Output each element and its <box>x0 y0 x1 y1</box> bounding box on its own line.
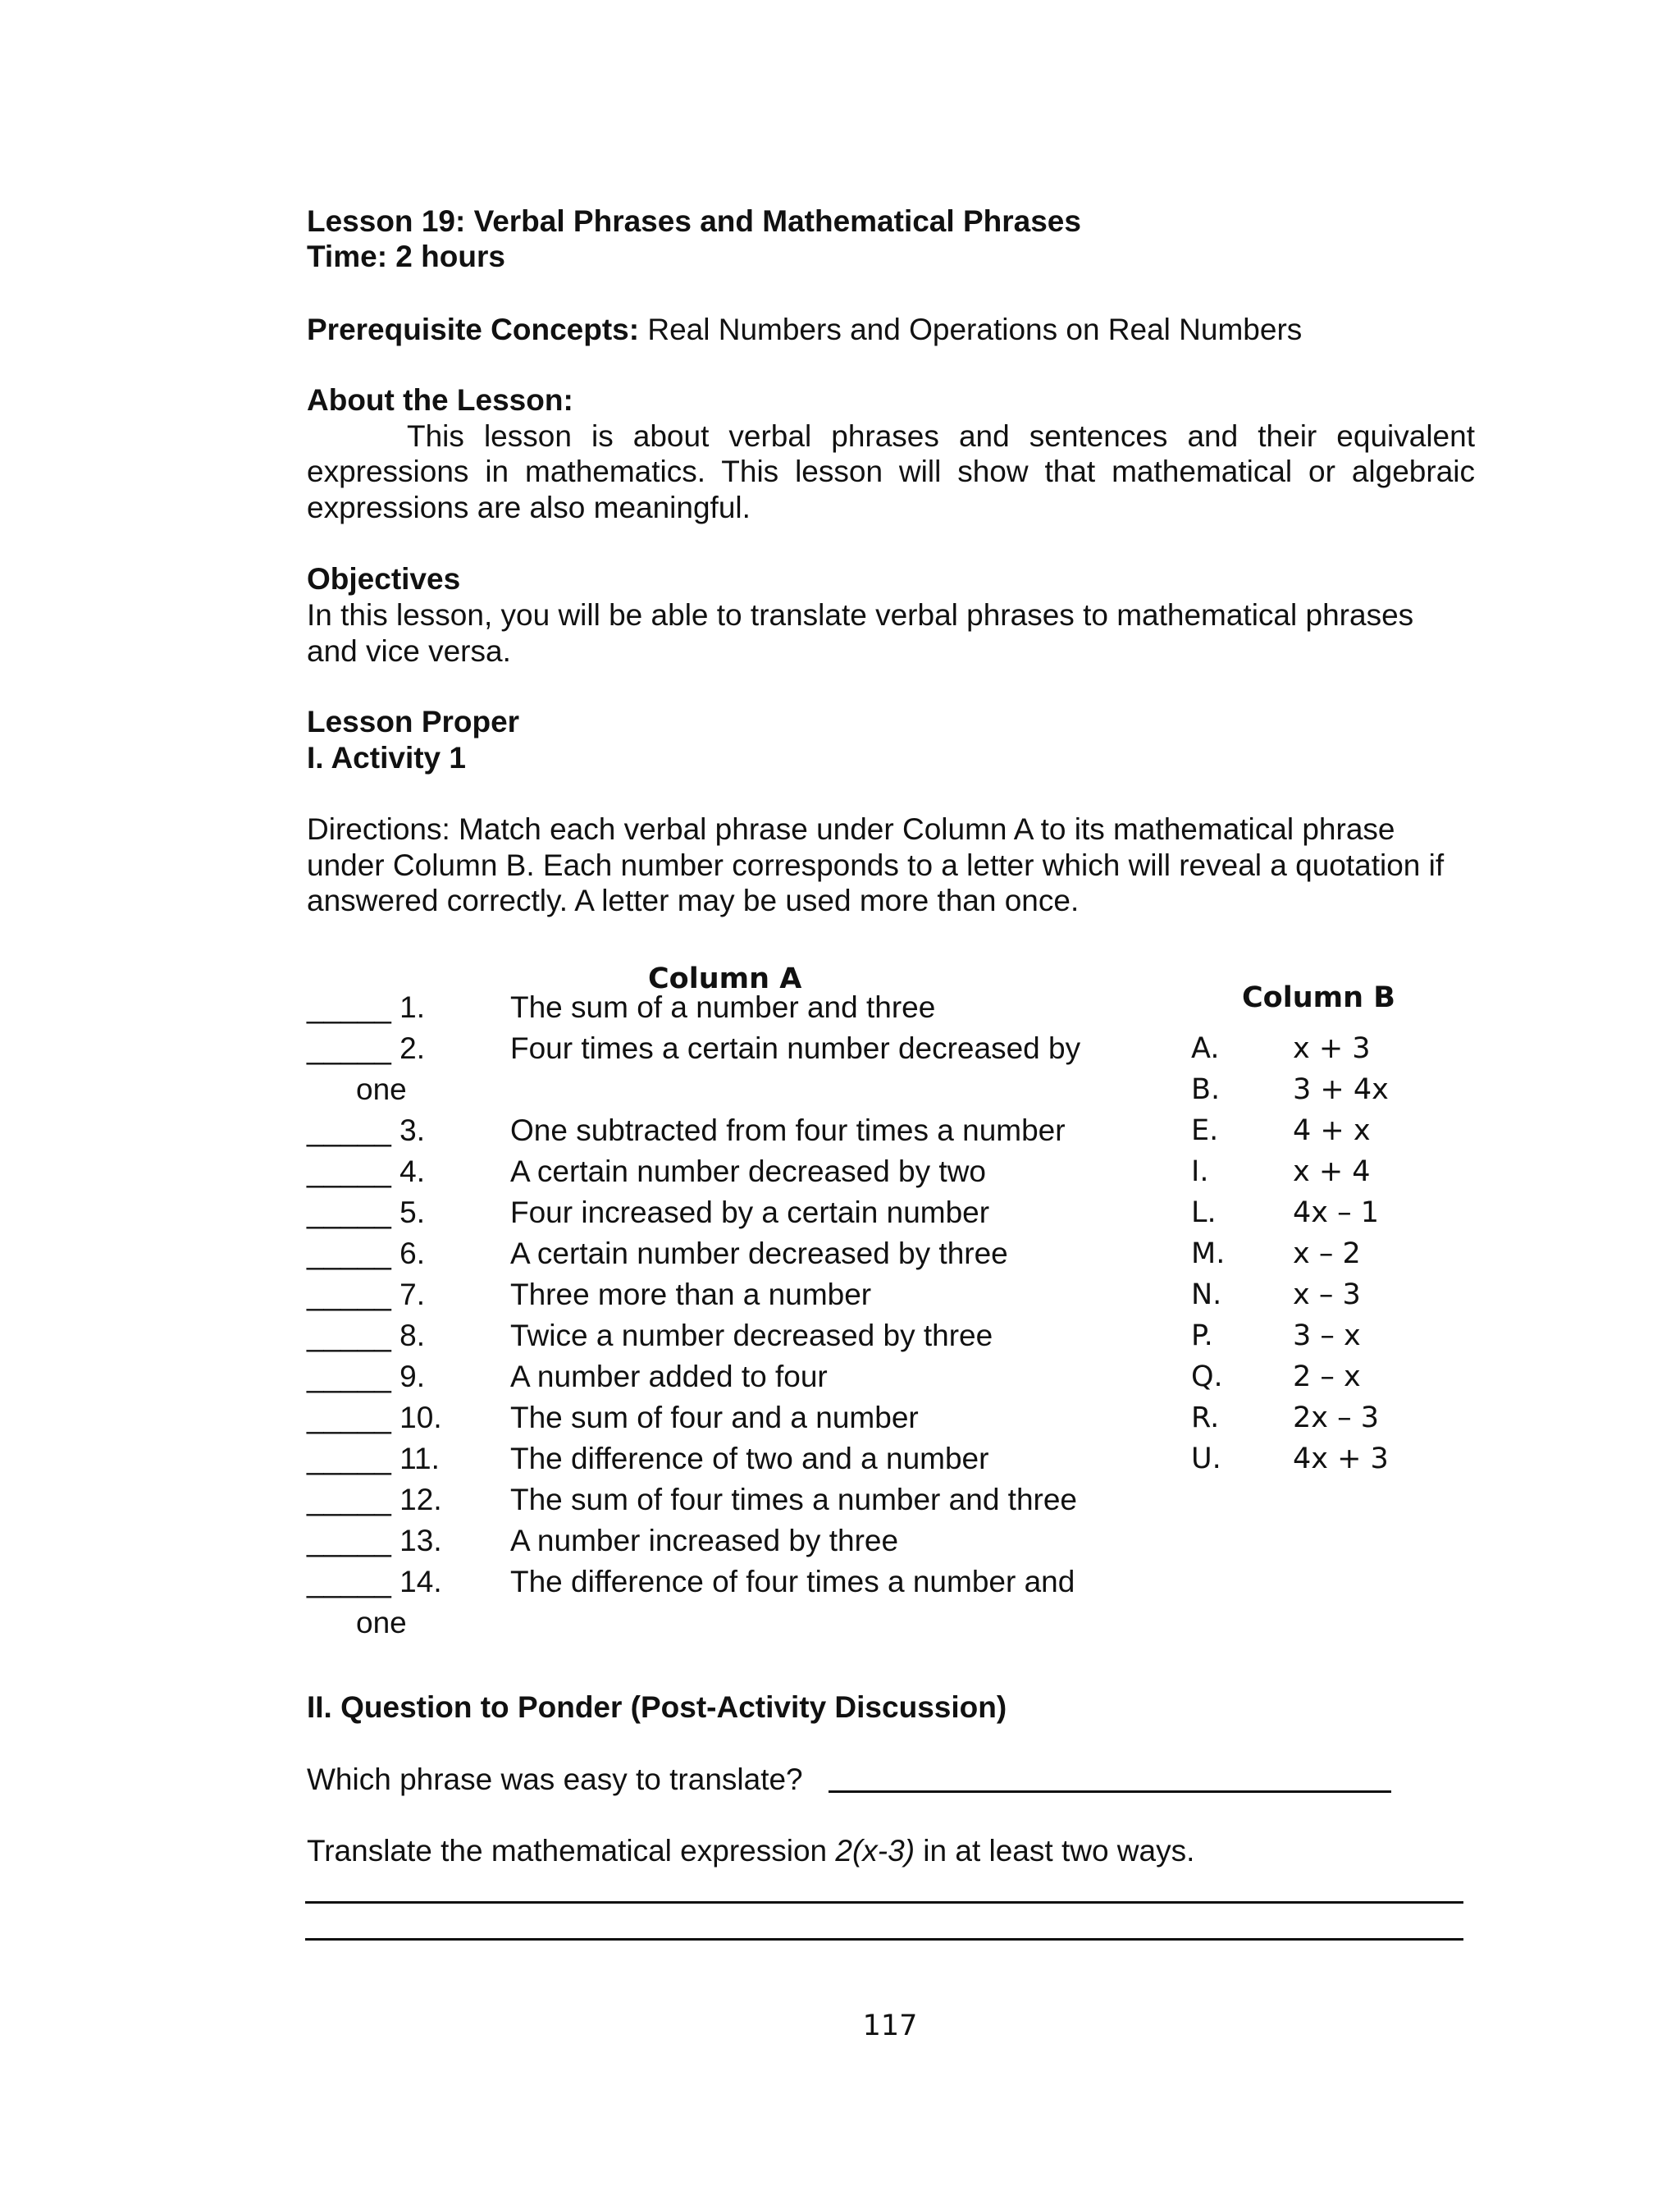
directions-line-1: Directions: Match each verbal phrase under Column A to its mathematical phrase <box>307 812 1395 846</box>
directions-line-3: answered correctly. A letter may be used more than once. <box>307 884 1080 917</box>
column-b-expression: x + 4 <box>1293 1155 1371 1188</box>
column-a-item-14: The difference of four times a number and <box>510 1565 1075 1598</box>
column-a-item-12: The sum of four times a number and three <box>510 1483 1078 1516</box>
about-heading: About the Lesson: <box>307 383 573 417</box>
column-a-item-4: A certain number decreased by two <box>510 1154 986 1188</box>
about-line-1: This lesson is about verbal phrases and sentences and their equivalent <box>407 419 1475 453</box>
answer-blank-10[interactable]: _____ 10. <box>307 1401 442 1434</box>
ponder-question-2-post: in at least two ways. <box>923 1834 1195 1868</box>
column-a-item-11: The difference of two and a number <box>510 1442 989 1475</box>
objectives-heading: Objectives <box>307 562 461 596</box>
column-a-item-9: A number added to four <box>510 1360 828 1393</box>
column-b-letter: P. <box>1191 1319 1213 1352</box>
column-a-heading: Column A <box>648 962 802 995</box>
column-b-letter: L. <box>1191 1196 1217 1229</box>
column-b-expression: 3 + 4x <box>1293 1073 1389 1106</box>
answer-line-1[interactable] <box>829 1790 1391 1793</box>
column-b-letter: I. <box>1191 1155 1209 1188</box>
answer-blank-4[interactable]: _____ 4. <box>307 1154 426 1188</box>
answer-blank-3[interactable]: _____ 3. <box>307 1113 426 1147</box>
answer-blank-5[interactable]: _____ 5. <box>307 1196 426 1229</box>
answer-blank-8[interactable]: _____ 8. <box>307 1319 426 1352</box>
column-a-item-7: Three more than a number <box>510 1278 872 1311</box>
prerequisite-line <box>307 312 1302 348</box>
directions-line-2: under Column B. Each number corresponds to a letter which will reveal a quotation if <box>307 848 1445 882</box>
answer-blank-14[interactable]: _____ 14. <box>307 1565 442 1598</box>
column-b-letter: N. <box>1191 1278 1222 1311</box>
column-b-letter: Q. <box>1191 1360 1223 1393</box>
answer-blank-7[interactable]: _____ 7. <box>307 1278 426 1311</box>
objectives-line-1: In this lesson, you will be able to translate verbal phrases to mathematical phrases <box>307 598 1414 632</box>
column-b-letter: A. <box>1191 1032 1220 1065</box>
about-line-2: expressions in mathematics. This lesson will show that mathematical or algebraic <box>307 455 1475 488</box>
answer-blank-1[interactable]: _____ 1. <box>307 990 426 1024</box>
column-b-expression: 4x – 1 <box>1293 1196 1379 1229</box>
column-b-expression: x – 3 <box>1293 1278 1361 1311</box>
prerequisite-text: Real Numbers and Operations on Real Numbers <box>647 313 1303 346</box>
column-b-expression: 2x – 3 <box>1293 1401 1379 1434</box>
prerequisite-label: Prerequisite Concepts: <box>307 313 640 346</box>
column-a-item-8: Twice a number decreased by three <box>510 1319 993 1352</box>
lesson-title: Lesson 19: Verbal Phrases and Mathematical Phrases <box>307 204 1081 238</box>
objectives-line-2: and vice versa. <box>307 634 511 668</box>
column-b-expression: x – 2 <box>1293 1237 1361 1270</box>
ponder-question-1: Which phrase was easy to translate? <box>307 1763 803 1796</box>
answer-blank-6[interactable]: _____ 6. <box>307 1237 426 1270</box>
column-b-letter: E. <box>1191 1114 1219 1147</box>
column-b-letter: R. <box>1191 1401 1220 1434</box>
answer-line-3[interactable] <box>305 1938 1463 1941</box>
column-a-item-6: A certain number decreased by three <box>510 1237 1008 1270</box>
column-a-wrap-one: one <box>356 1606 407 1639</box>
column-a-item-13: A number increased by three <box>510 1524 899 1557</box>
column-a-item-5: Four increased by a certain number <box>510 1196 990 1229</box>
column-b-letter: U. <box>1191 1442 1221 1475</box>
ponder-question-2-pre: Translate the mathematical expression <box>307 1834 828 1868</box>
answer-blank-2[interactable]: _____ 2. <box>307 1031 426 1065</box>
column-b-expression: 4 + x <box>1293 1114 1371 1147</box>
answer-blank-9[interactable]: _____ 9. <box>307 1360 426 1393</box>
column-a-item-1: The sum of a number and three <box>510 990 936 1024</box>
page-number: 117 <box>862 2009 918 2042</box>
activity-heading: I. Activity 1 <box>307 741 466 775</box>
column-a-item-3: One subtracted from four times a number <box>510 1113 1066 1147</box>
ponder-question-2 <box>307 1833 1194 1869</box>
lesson-proper-heading: Lesson Proper <box>307 705 520 738</box>
lesson-time: Time: 2 hours <box>307 240 505 273</box>
answer-blank-12[interactable]: _____ 12. <box>307 1483 442 1516</box>
column-b-expression: 3 – x <box>1293 1319 1361 1352</box>
column-b-letter: M. <box>1191 1237 1226 1270</box>
column-a-wrap-one: one <box>356 1072 407 1106</box>
answer-line-2[interactable] <box>305 1901 1463 1904</box>
ponder-heading: II. Question to Ponder (Post-Activity Discussion) <box>307 1690 1007 1724</box>
answer-blank-11[interactable]: _____ 11. <box>307 1442 440 1475</box>
column-a-item-10: The sum of four and a number <box>510 1401 919 1434</box>
column-b-expression: x + 3 <box>1293 1032 1371 1065</box>
column-b-expression: 2 – x <box>1293 1360 1361 1393</box>
ponder-expression: 2(x-3) <box>835 1834 915 1868</box>
column-a-item-2: Four times a certain number decreased by <box>510 1031 1081 1065</box>
column-b-letter: B. <box>1191 1073 1221 1106</box>
answer-blank-13[interactable]: _____ 13. <box>307 1524 442 1557</box>
about-line-3: expressions are also meaningful. <box>307 491 751 524</box>
column-b-heading: Column B <box>1242 981 1395 1014</box>
column-b-expression: 4x + 3 <box>1293 1442 1389 1475</box>
